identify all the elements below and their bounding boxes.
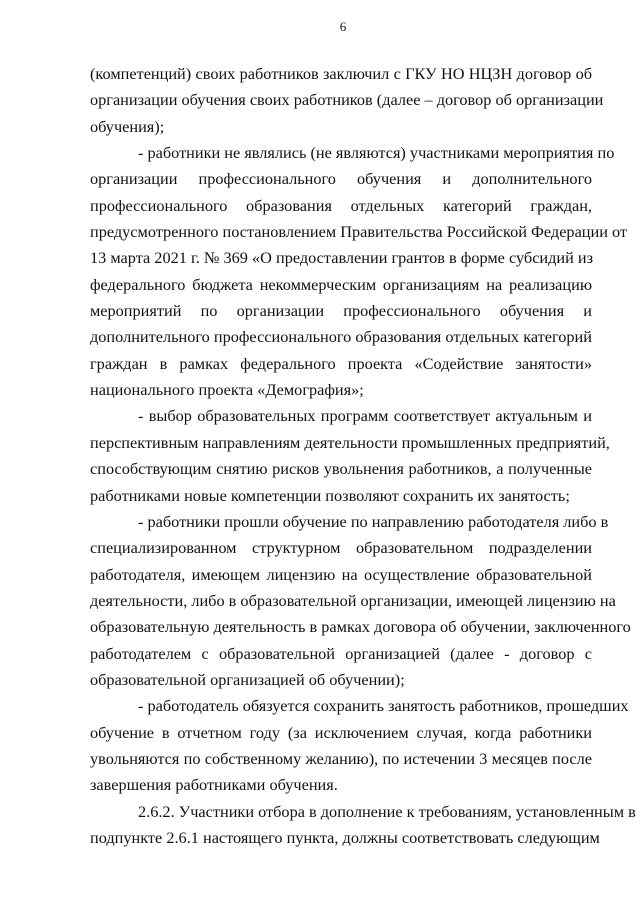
- text-line: (компетенций) своих работников заключил с ГКУ НО НЦЗН договор об: [90, 64, 592, 83]
- text-line: специализированном структурном образовательном подразделении: [90, 538, 592, 558]
- text-line: мероприятий по организации профессионального обучения и: [90, 301, 592, 321]
- text-line: работниками новые компетенции позволяют сохранить их занятость;: [90, 485, 570, 505]
- document-body: [90, 61, 636, 851]
- text-line: 13 марта 2021 г. № 369 «О предоставлении грантов в форме субсидий из: [90, 248, 594, 268]
- text-line: профессионального образования отдельных категорий граждан,: [90, 195, 592, 215]
- paragraph: [90, 403, 610, 508]
- text-line: - работники прошли обучение по направлению работодателя либо в: [138, 511, 609, 531]
- text-line: национального проекта «Демография»;: [90, 380, 364, 400]
- text-line: деятельности, либо в образовательной организации, имеющей лицензию на: [90, 590, 616, 610]
- text-line: предусмотренного постановлением Правительства Российской Федерации от: [90, 222, 628, 242]
- text-line: завершения работниками обучения.: [90, 775, 338, 795]
- text-line: - работодатель обязуется сохранить занятость работников, прошедших: [138, 696, 629, 716]
- text-line: подпункте 2.6.1 настоящего пункта, должны соответствовать следующим: [90, 827, 600, 847]
- text-line: организации обучения своих работников (далее – договор об организации: [90, 90, 604, 110]
- text-line: обучение в отчетном году (за исключением случая, когда работники: [90, 722, 592, 742]
- page-number: 6: [339, 19, 347, 34]
- text-line: образовательной организацией об обучении);: [90, 669, 405, 689]
- text-line: способствующим снятию рисков увольнения работников, а полученные: [90, 459, 592, 479]
- text-line: работодателя, имеющем лицензию на осуществление образовательной: [90, 564, 592, 584]
- text-line: граждан в рамках федерального проекта «Содействие занятости»: [90, 353, 592, 373]
- text-line: - выбор образовательных программ соответствует актуальным и: [138, 406, 592, 426]
- paragraph: [90, 140, 628, 403]
- text-line: увольняются по собственному желанию), по истечении 3 месяцев после: [90, 748, 592, 768]
- text-line: федерального бюджета некоммерческим организациям на реализацию: [90, 274, 592, 294]
- paragraph: [90, 799, 636, 852]
- text-line: 2.6.2. Участники отбора в дополнение к требованиям, установленным в: [138, 801, 636, 821]
- text-line: образовательную деятельность в рамках договора об обучении, заключенного: [90, 617, 631, 637]
- paragraph: [90, 61, 604, 140]
- text-line: - работники не являлись (не являются) участниками мероприятия по: [138, 143, 615, 163]
- text-line: организации профессионального обучения и дополнительного: [90, 169, 592, 189]
- paragraph: [90, 509, 631, 693]
- text-line: дополнительного профессионального образования отдельных категорий: [90, 327, 592, 347]
- text-line: обучения);: [90, 116, 165, 136]
- text-line: перспективным направлениям деятельности промышленных предприятий,: [90, 432, 610, 452]
- paragraph: [90, 693, 629, 798]
- text-line: работодателем с образовательной организацией (далее - договор с: [90, 643, 592, 663]
